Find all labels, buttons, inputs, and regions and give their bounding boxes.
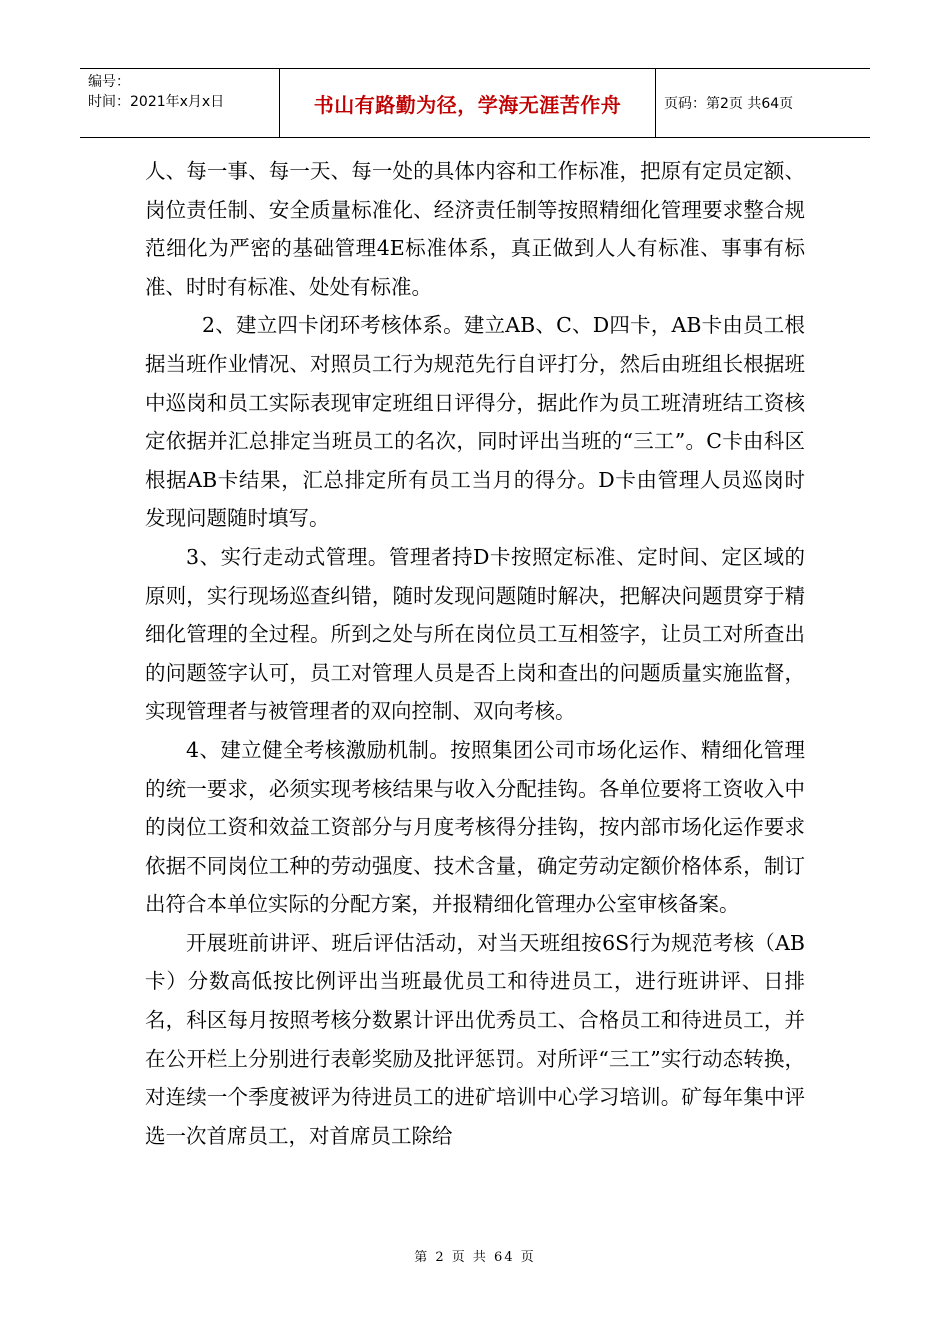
page-header: [80, 68, 870, 138]
body-paragraph: 4、建立健全考核激励机制。按照集团公司市场化运作、精细化管理的统一要求，必须实现考核结果与收入分配挂钩。各单位要将工资收入中的岗位工资和效益工资部分与月度考核得分挂钩，按内部市场化运作要求依据不同岗位工种的劳动强度、技术含量，确定劳动定额价格体系，制订出符合本单位实际的分配方案，并报精细化管理办公室审核备案。: [145, 737, 805, 917]
header-page-info: 页码：第2页 共64页: [664, 96, 794, 112]
document-time-label: 时间：2021年x月x日: [88, 94, 225, 110]
body-paragraph: 3、实行走动式管理。管理者持D卡按照定标准、定时间、定区域的原则，实行现场巡查纠错，随时发现问题随时解决，把解决问题贯穿于精细化管理的全过程。所到之处与所在岗位员工互相签字，让员工对所查出的问题签字认可，员工对管理人员是否上岗和查出的问题质量实施监督，实现管理者与被管理者的双向控制、双向考核。: [145, 544, 805, 724]
body-paragraph: 开展班前讲评、班后评估活动，对当天班组按6S行为规范考核（AB卡）分数高低按比例评出当班最优员工和待进员工，进行班讲评、日排名，科区每月按照考核分数累计评出优秀员工、合格员工和待进员工，并在公开栏上分别进行表彰奖励及批评惩罚。对所评“三工”实行动态转换，对连续一个季度被评为待进员工的进矿培训中心学习培训。矿每年集中评选一次首席员工，对首席员工除给: [145, 930, 805, 1148]
document-body: [145, 152, 805, 1155]
page-footer: 第 2 页 共 64 页: [414, 1250, 536, 1265]
header-motto: 书山有路勤为径，学海无涯苦作舟: [280, 69, 656, 137]
body-paragraph: 人、每一事、每一天、每一处的具体内容和工作标准，把原有定员定额、岗位责任制、安全质量标准化、经济责任制等按照精细化管理要求整合规范细化为严密的基础管理4E标准体系，真正做到人人有标准、事事有标准、时时有标准、处处有标准。: [145, 159, 805, 299]
document-number-label: 编号：: [88, 74, 130, 90]
body-paragraph: 2、建立四卡闭环考核体系。建立AB、C、D四卡，AB卡由员工根据当班作业情况、对照员工行为规范先行自评打分，然后由班组长根据班中巡岗和员工实际表现审定班组日评得分，据此作为员工班清班结工资核定依据并汇总排定当班员工的名次，同时评出当班的“三工”。C卡由科区根据AB卡结果，汇总排定所有员工当月的得分。D卡由管理人员巡岗时发现问题随时填写。: [145, 313, 805, 531]
header-meta: [80, 69, 280, 137]
